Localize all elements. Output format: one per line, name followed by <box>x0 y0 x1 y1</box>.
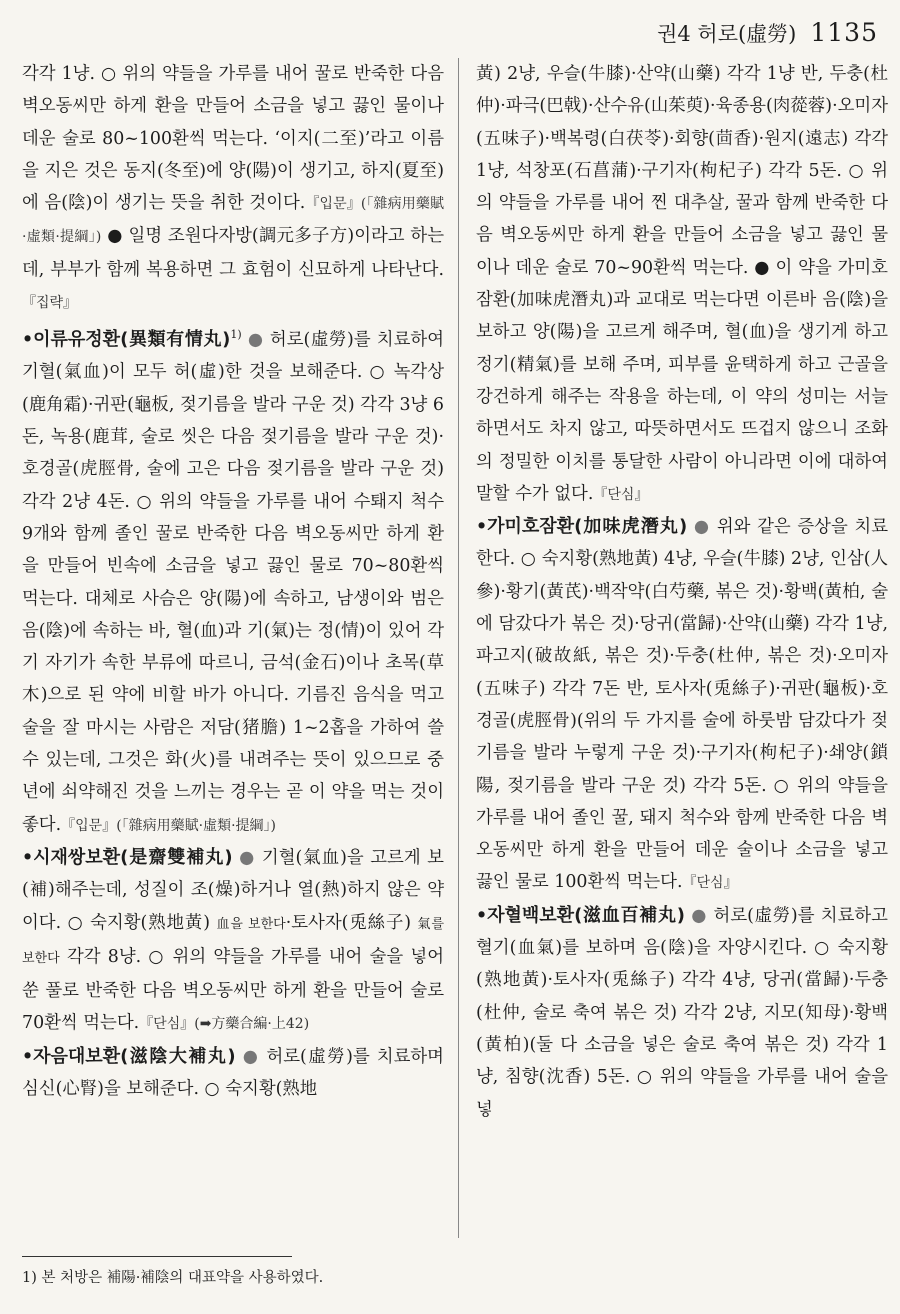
inline-note: 氣를 보한다 <box>22 916 445 966</box>
footnote-marker: 1) <box>230 328 242 342</box>
prescription-text: 허로(虛勞)를 치료하며 심신(心腎)을 보해준다. ○ 숙지황(熟地 <box>22 1046 444 1099</box>
prescription-entry <box>476 900 888 1126</box>
citation: 『입문』(「雜病用藥賦·虛類·提綱」) <box>61 817 277 834</box>
prescription-text: 허로(虛勞)를 치료하여 기혈(氣血)이 모두 허(虛)한 것을 보해준다. ○ 녹각상(鹿角霜)·귀판(龜板, 젖기름을 발라 구운 것) 각각 3냥 6돈, 녹용(鹿茸, 술로 씻은 다음 젖기름을 발라 구운 것)·호경골(虎脛骨, 술에 고은 다음 젖기름을 발라 구운 것) 각각 2냥 4돈. ○ 위의 약들을 가루를 내어 수퇘지 척수 9개와 함께 졸인 꿀로 반죽한 다음 벽오동씨만 하게 환을 만들어 빈속에 소금을 넣고 끓인 물로 70~80환씩 먹는다. 대체로 사슴은 양(陽)에 속하고, 남생이와 범은 음(陰)에 속하는 바, 혈(血)과 기(氣)는 정(情)이 있어 각기 자기가 속한 부류에 따르니, 금석(金石)이나 초목(草木)으로 된 약에 비할 바가 아니다. 기름진 음식을 먹고 술을 잘 마시는 사람은 저담(猪膽) 1~2홉을 가하여 쓸 수 있는데, 그것은 화(火)를 내려주는 뜻이 있으므로 중년에 쇠약해진 것을 느끼는 경우는 곧 이 약을 먹는 것이 좋다. <box>22 330 444 835</box>
continued-paragraph: 黃) 2냥, 우슬(牛膝)·산약(山藥) 각각 1냥 반, 두충(杜仲)·파극(巴戟)·산수유(山茱萸)·육종용(肉蓯蓉)·오미자(五味子)·백복령(白茯苓)·회향(茴香)·원지(遠志) 각각 1냥, 석창포(石菖蒲)·구기자(枸杞子) 각각 5돈. ○ 위의 약들을 가루를 내어 찐 대추살, 꿀과 함께 반죽한 다음 벽오동씨만 하게 환을 만들어 소금을 넣고 끓인 물이나 데운 술로 70~90환씩 먹는다. ● 이 약을 가미호잠환(加味虎潛丸)과 교대로 먹는다면 이른바 음(陰)을 보하고 양(陽)을 고르게 해주며, 혈(血)을 생기게 하고 정기(精氣)를 보해 주며, 피부를 윤택하게 하고 근골을 강건하게 해주는 작용을 하는데, 이 약의 성미는 서늘하면서도 차지 않고, 따뜻하면서도 뜨겁지 않으니 조화의 정밀한 이치를 통달한 사람이 아니라면 이에 대하여 말할 수가 없다.『단심』 <box>476 64 888 504</box>
prescription-text: 위와 같은 증상을 치료한다. ○ 숙지황(熟地黃) 4냥, 우슬(牛膝) 2냥, 인삼(人參)·황기(黃芪)·백작약(白芍藥, 볶은 것)·황백(黃柏, 술에 담갔다가 볶은 것)·당귀(當歸)·산약(山藥) 각각 1냥, 파고지(破故紙, 볶은 것)·두충(杜仲, 볶은 것)·오미자(五味子) 각각 7돈 반, 토사자(兎絲子)·귀판(龜板)·호경골(虎脛骨)(위의 두 가지를 술에 하룻밤 담갔다가 젖기름을 발라 누렇게 구운 것)·구기자(枸杞子)·쇄양(鎖陽, 젖기름을 발라 구운 것) 각각 5돈. ○ 위의 약들을 가루를 내어 졸인 꿀, 돼지 척수와 함께 반죽한 다음 벽오동씨만 하게 환을 만들어 데운 술이나 소금을 넣고 끓인 물로 100환씩 먹는다. <box>476 517 888 893</box>
bullet-icon: • <box>22 1046 34 1067</box>
prescription-name: 가미호잠환(加味虎潛丸) <box>487 516 688 538</box>
prescription-text: 허로(虛勞)를 치료하고 혈기(血氣)를 보하며 음(陰)을 자양시킨다. ○ 숙지황(熟地黃)·토사자(兎絲子) 각각 4냥, 당귀(當歸)·두충(杜仲, 술로 축여 볶은 것) 각각 2냥, 지모(知母)·황백(黃柏)(둘 다 소금을 넣은 술로 축여 볶은 것) 각각 1냥, 침향(沈香) 5돈. ○ 위의 약들을 가루를 내어 술을 넣 <box>476 905 888 1120</box>
gray-circle-icon: ● <box>693 517 711 538</box>
citation: 『단심』 <box>682 875 738 892</box>
left-column <box>22 58 444 1105</box>
bullet-icon: • <box>476 517 488 538</box>
footnote: 1) 본 처방은 補陽·補陰의 대표약을 사용하였다. <box>22 1270 324 1286</box>
prescription-name: 이류유정환(異類有情丸) <box>33 329 231 351</box>
page-number: 1135 <box>810 18 878 47</box>
prescription-entry <box>22 1041 444 1106</box>
bullet-icon: • <box>22 847 34 868</box>
chapter-title: 권4 허로(虛勞) <box>657 22 797 46</box>
citation: 『입문』(「雜病用藥賦·虛類·提綱」) <box>22 196 444 246</box>
right-column <box>476 58 888 1126</box>
citation: 『집략』 <box>22 295 78 312</box>
prescription-name: 시재쌍보환(是齋雙補丸) <box>33 846 233 868</box>
prescription-text: 기혈(氣血)을 고르게 보(補)해주는데, 성질이 조(燥)하거나 열(熱)하지 않은 약이다. ○ 숙지황(熟地黃) <box>22 847 444 933</box>
bullet-icon: • <box>476 905 488 926</box>
footnote-rule <box>22 1256 292 1257</box>
intro-paragraph: 각각 1냥. ○ 위의 약들을 가루를 내어 꿀로 반죽한 다음 벽오동씨만 하게 환을 만들어 소금을 넣고 끓인 물이나 데운 술로 80~100환씩 먹는다. ‘이지(二至)’라고 이름을 지은 것은 동지(冬至)에 양(陽)이 생기고, 하지(夏至)에 음(陰)이 생기는 뜻을 취한 것이다.『입문』(「雜病用藥賦·虛類·提綱」) ● 일명 조원다자방(調元多子方)이라고 하는데, 부부가 함께 복용하면 그 효험이 신묘하게 나타난다.『집략』 <box>22 64 445 312</box>
citation: 『단심』(➡方藥合編·上42) <box>139 1016 310 1033</box>
prescription-entry: •시재쌍보환(是齋雙補丸) ● 기혈(氣血)을 고르게 보(補)해주는데, 성질이 조(燥)하거나 열(熱)하지 않은 약이다. ○ 숙지황(熟地黃) 血을 보한다·토사자(兎絲子) 氣를 보한다 각각 8냥. ○ 위의 약들을 가루를 내어 술을 넣어 쑨 풀로 반죽한 다음 벽오동씨만 하게 환을 만들어 술로 70환씩 먹는다.『단심』(➡方藥合編·上42) <box>22 846 445 1034</box>
inline-note: 血을 보한다 <box>216 916 286 932</box>
prescription-entry <box>22 319 444 842</box>
gray-circle-icon: ● <box>239 847 256 868</box>
bullet-icon: • <box>22 330 34 351</box>
gray-circle-icon: ● <box>242 1046 260 1067</box>
running-header <box>657 18 878 48</box>
gray-circle-icon: ● <box>247 330 264 351</box>
prescription-name: 자혈백보환(滋血百補丸) <box>487 904 686 926</box>
citation: 『단심』 <box>593 486 649 503</box>
prescription-entry <box>476 511 888 900</box>
gray-circle-icon: ● <box>691 905 708 926</box>
prescription-name: 자음대보환(滋陰大補丸) <box>33 1045 236 1067</box>
column-divider <box>458 58 459 1238</box>
